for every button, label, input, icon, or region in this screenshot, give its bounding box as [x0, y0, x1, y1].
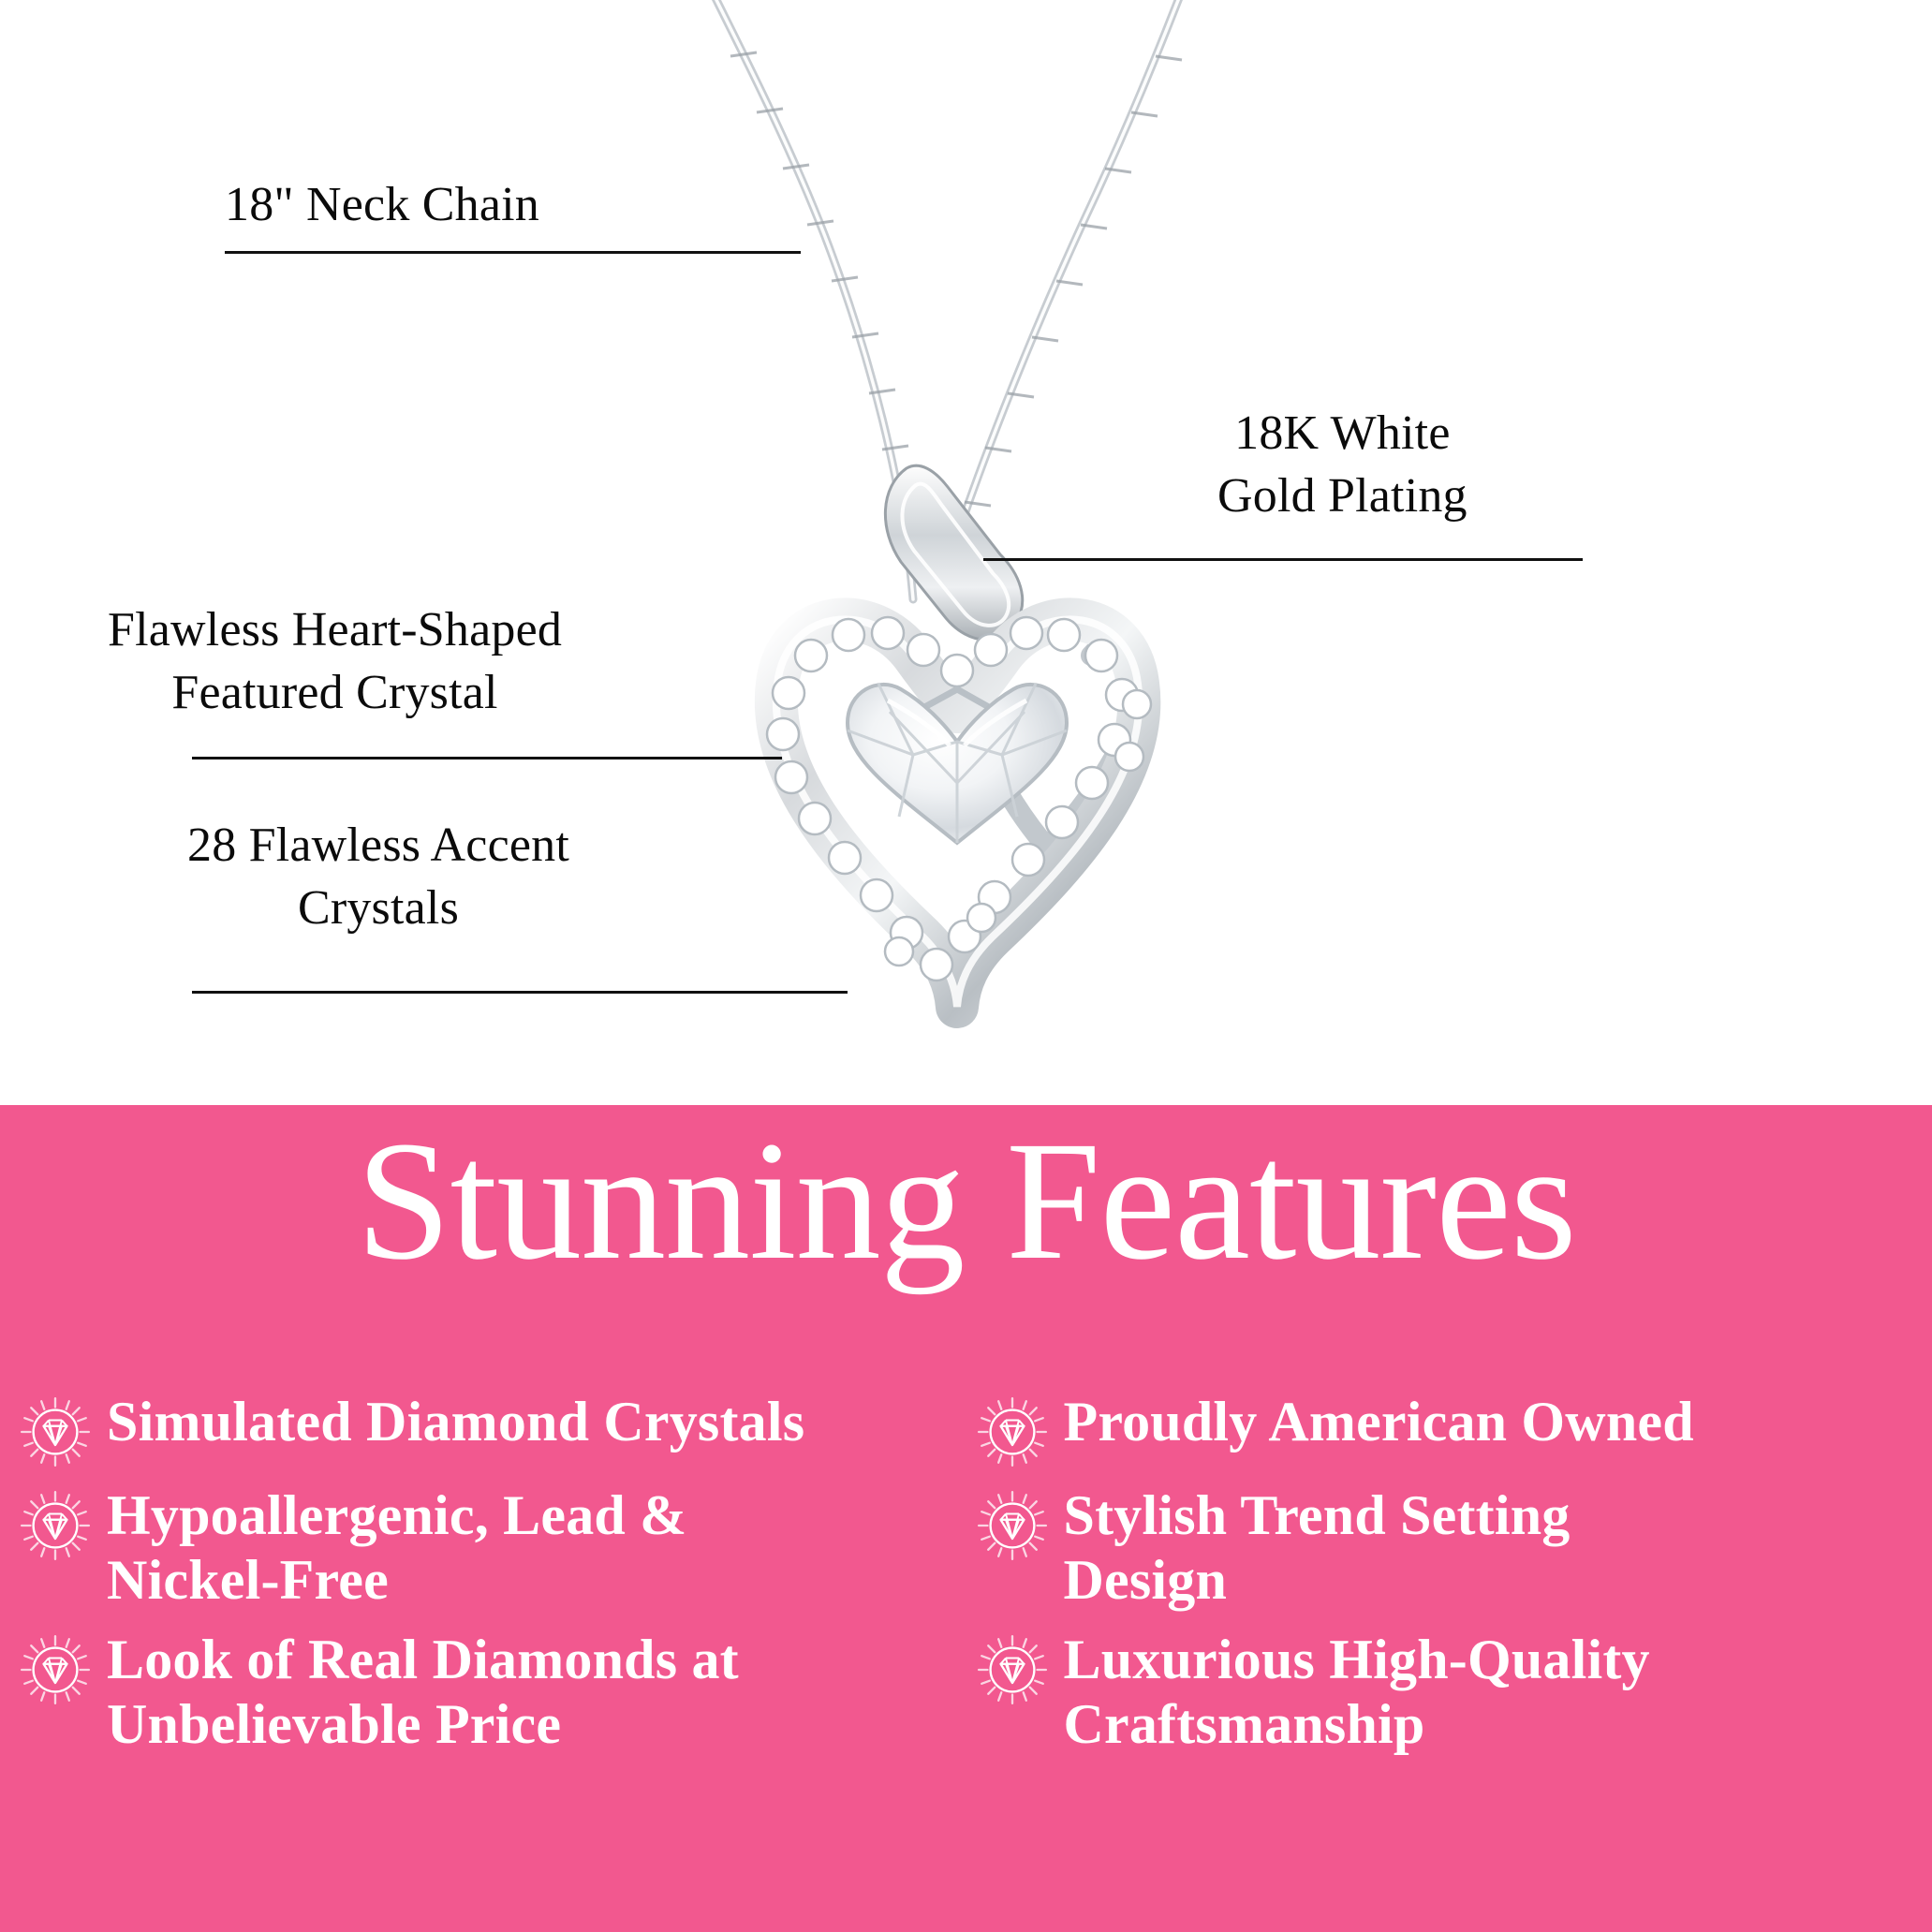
- callout-gold-plating: [1217, 403, 1467, 527]
- leader-line-featured-crystal: [192, 757, 782, 760]
- diamond-icon: [19, 1489, 92, 1562]
- callout-featured-crystal: [108, 599, 562, 724]
- diamond-icon: [976, 1489, 1049, 1562]
- feature-label: Luxurious High-Quality Craftsmanship: [1063, 1629, 1650, 1755]
- callout-neck-chain-line-1: 18" Neck Chain: [225, 178, 539, 231]
- diamond-icon: [19, 1633, 92, 1706]
- callout-gold-plating-line-1: 18K White: [1234, 406, 1451, 460]
- leader-line-gold-plating: [983, 558, 1583, 561]
- feature-item: [19, 1480, 957, 1616]
- features-title: Stunning Features: [356, 1107, 1576, 1295]
- callout-accent-crystals-line-2: Crystals: [297, 880, 460, 935]
- callout-accent-crystals: [187, 815, 569, 939]
- feature-item: [19, 1624, 957, 1761]
- feature-item: [976, 1480, 1914, 1616]
- diamond-icon: [976, 1395, 1049, 1468]
- callout-featured-crystal-line-1: Flawless Heart-Shaped: [108, 603, 563, 656]
- diamond-icon: [19, 1395, 92, 1468]
- feature-label: Proudly American Owned: [1063, 1391, 1694, 1453]
- callout-accent-crystals-line-1: 28 Flawless Accent: [187, 819, 569, 872]
- callout-featured-crystal-line-2: Featured Crystal: [171, 665, 498, 719]
- feature-label: Stylish Trend Setting Design: [1063, 1484, 1571, 1611]
- features-list: [19, 1386, 1913, 1761]
- callout-neck-chain: [225, 174, 539, 237]
- feature-item: [976, 1624, 1914, 1761]
- callout-gold-plating-line-2: Gold Plating: [1217, 468, 1467, 523]
- feature-label: Look of Real Diamonds at Unbelievable Price: [107, 1629, 739, 1755]
- diamond-icon: [976, 1633, 1049, 1706]
- stunning-features-section: [0, 1105, 1932, 1932]
- leader-line-accent-crystals: [192, 991, 848, 994]
- feature-item: [19, 1386, 957, 1472]
- feature-label: Hypoallergenic, Lead & Nickel-Free: [107, 1484, 687, 1611]
- feature-item: [976, 1386, 1914, 1472]
- feature-label: Simulated Diamond Crystals: [107, 1391, 805, 1453]
- leader-line-neck-chain: [225, 251, 801, 254]
